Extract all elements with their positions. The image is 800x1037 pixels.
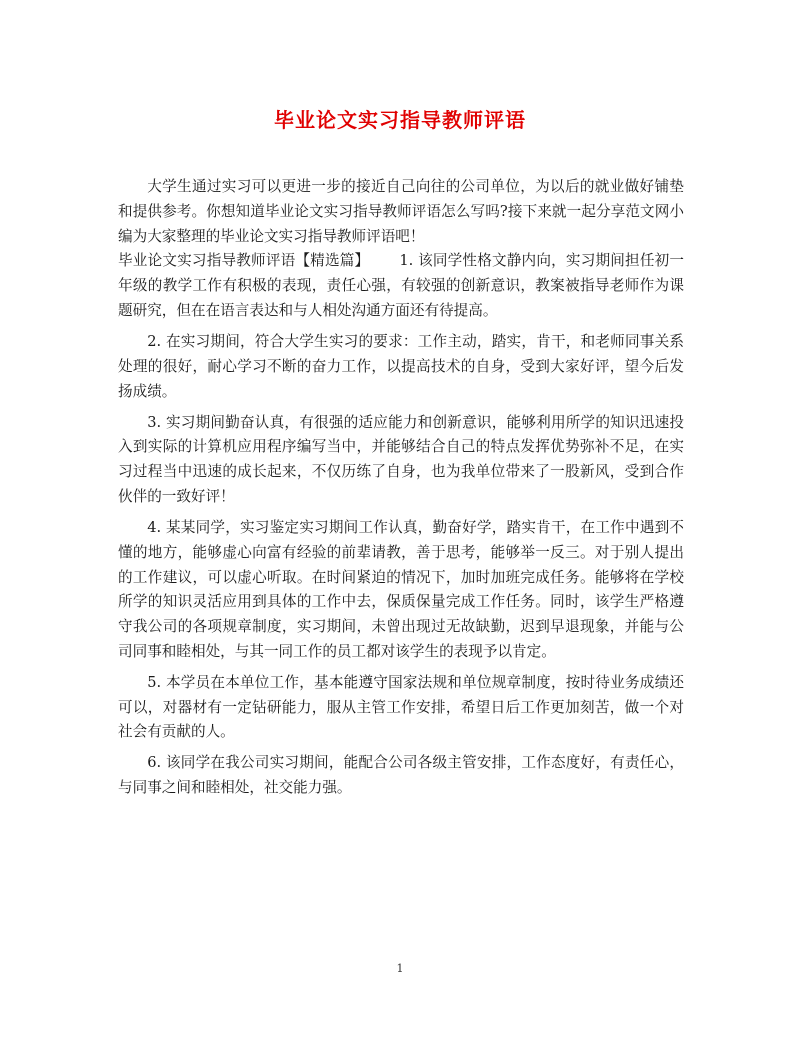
document-title: 毕业论文实习指导教师评语 bbox=[274, 108, 526, 132]
comment-paragraph-6: 6. 该同学在我公司实习期间，能配合公司各级主管安排，工作态度好，有责任心，与同事之间和睦相处，社交能力强。 bbox=[118, 754, 684, 797]
comment-item-1: 1. 该同学性格文静内向，实习期间担任初一年级的教学工作有积极的表现，责任心强，有较强的创新意识，教案被指导老师作为课题研究，但在在语言表达和与人相处沟通方面还有待提高。 bbox=[118, 252, 684, 319]
comment-paragraph-1 bbox=[118, 249, 684, 323]
comment-paragraph-4: 4. 某某同学，实习鉴定实习期间工作认真，勤奋好学，踏实肯干，在工作中遇到不懂的地方，能够虚心向富有经验的前辈请教，善于思考，能够举一反三。对于别人提出的工作建议，可以虚心听取。在时间紧迫的情况下，加时加班完成任务。能够将在学校所学的知识灵活应用到具体的工作中去，保质保量完成工作任务。同时，该学生严格遵守我公司的各项规章制度，实习期间，未曾出现过无故缺勤，迟到早退现象，并能与公司同事和睦相处，与其一同工作的员工都对该学生的表现予以肯定。 bbox=[118, 518, 684, 660]
comment-paragraph-5: 5. 本学员在本单位工作，基本能遵守国家法规和单位规章制度，按时待业务成绩还可以，对器材有一定钻研能力，服从主管工作安排，希望日后工作更加刻苦，做一个对社会有贡献的人。 bbox=[118, 673, 684, 741]
intro-paragraph: 大学生通过实习可以更进一步的接近自己向往的公司单位，为以后的就业做好铺垫和提供参考。你想知道毕业论文实习指导教师评语怎么写吗?接下来就一起分享范文网小编为大家整理的毕业论文实习指导教师评语吧！ bbox=[118, 178, 684, 245]
section-heading: 毕业论文实习指导教师评语【精选篇】 bbox=[118, 252, 370, 270]
comment-paragraph-2: 2. 在实习期间，符合大学生实习的要求：工作主动，踏实，肯干，和老师同事关系处理的很好，耐心学习不断的奋力工作，以提高技术的自身，受到大家好评，望今后发扬成绩。 bbox=[118, 332, 684, 400]
comment-paragraph-3: 3. 实习期间勤奋认真，有很强的适应能力和创新意识，能够利用所学的知识迅速投入到实际的计算机应用程序编写当中，并能够结合自己的特点发挥优势弥补不足，在实习过程当中迅速的成长起来，不仅历练了自身，也为我单位带来了一股新风，受到合作伙伴的一致好评！ bbox=[118, 413, 684, 505]
document-body bbox=[118, 175, 684, 807]
page-number: 1 bbox=[396, 962, 404, 975]
